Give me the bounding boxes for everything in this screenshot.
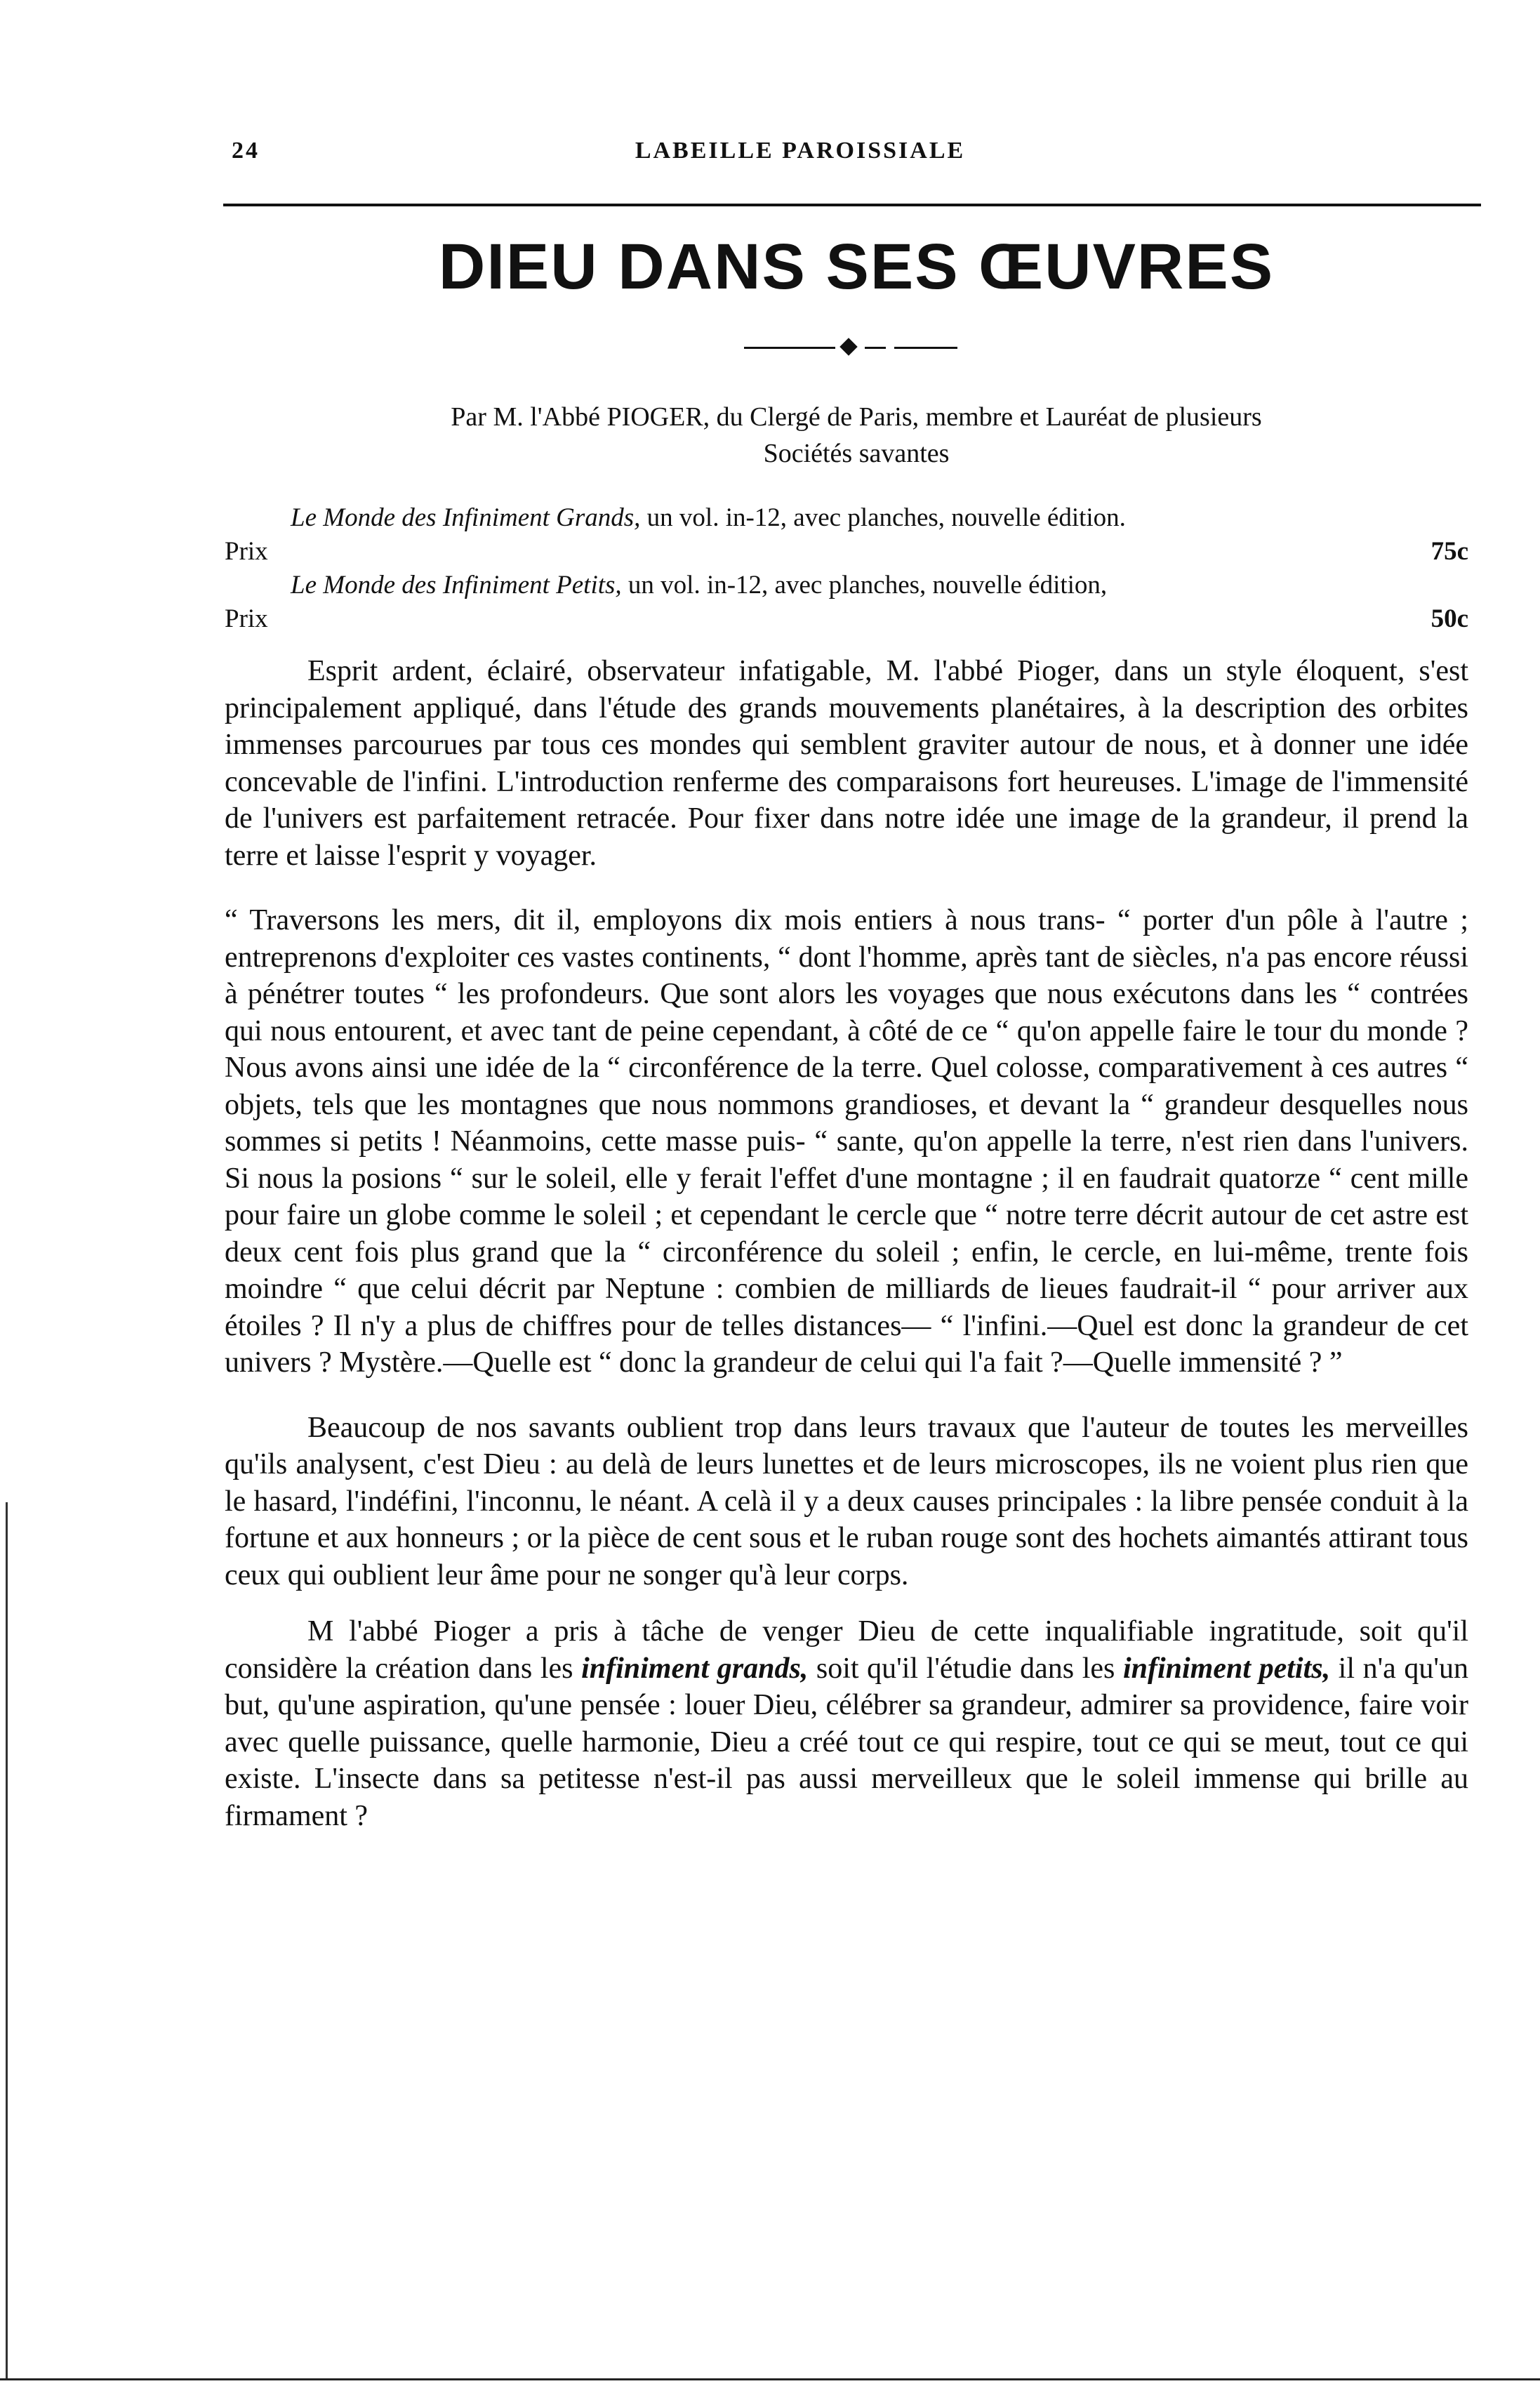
title-ornament — [744, 334, 969, 362]
reference-1 — [225, 501, 1468, 535]
reference-2-price: 50c — [1431, 604, 1468, 633]
running-title: LABEILLE PAROISSIALE — [635, 138, 966, 164]
quotation — [225, 902, 1468, 1382]
byline — [232, 399, 1481, 472]
page-bottom-edge — [0, 2378, 1540, 2380]
paragraph-3-italic-1: infiniment grands, — [581, 1652, 809, 1685]
book-references — [225, 501, 1468, 636]
paragraph-2: Beaucoup de nos savants oublient trop dans leurs travaux que l'auteur de toutes les merveilles qu'ils analysent, c'est Dieu : au delà de leurs lunettes et de leurs microscopes, ils ne voient plus rien que le hasard, l'indéfini, l'inconnu, le néant. A celà il y a deux causes principales : la libre pensée conduit à la fortune et aux honneurs ; or la pièce de cent sous et le ruban rouge sont des hochets aimantés attirant tous ceux qui oublient leur âme pour ne songer qu'à leur corps. — [225, 1411, 1468, 1591]
byline-line-2: Sociétés savantes — [763, 439, 950, 468]
reference-1-price-line — [225, 535, 1468, 569]
paragraph-3-part-c: il n'a qu'un but, qu'une aspiration, qu'une pensée : louer Dieu, célébrer sa grandeur, admirer sa providence, faire voir avec quelle puissance, quelle harmonie, Dieu a créé tout ce qui respire, tout ce qui se meut, tout ce qui existe. L'insecte dans sa petitesse n'est-il pas aussi merveilleux que le soleil immense qui brille au firmament ? — [225, 1652, 1468, 1832]
header-rule — [223, 204, 1481, 206]
reference-2 — [225, 569, 1468, 602]
paragraph-3-italic-2: infiniment petits, — [1122, 1652, 1331, 1685]
reference-1-details: un vol. in-12, avec planches, nouvelle édition. — [640, 503, 1126, 532]
paragraph-3-part-b: soit qu'il l'étudie dans les — [808, 1652, 1123, 1685]
running-header — [232, 138, 1481, 173]
reference-2-price-line — [225, 602, 1468, 636]
page-number: 24 — [232, 138, 260, 164]
reference-1-title: Le Monde des Infiniment Grands, — [291, 503, 641, 532]
reference-2-price-label: Prix — [225, 604, 268, 633]
article-title: DIEU DANS SES ŒUVRES — [438, 231, 1275, 303]
reference-1-price: 75c — [1431, 537, 1468, 566]
byline-line-1: Par M. l'Abbé PIOGER, du Clergé de Paris, membre et Lauréat de plusieurs — [451, 402, 1262, 432]
paragraph-1: Esprit ardent, éclairé, observateur infatigable, M. l'abbé Pioger, dans un style éloquent, s'est principalement appliqué, dans l'étude des grands mouvements planétaires, à la description des orbites immenses parcourues par tous ces mondes qui semblent graviter autour de nous, et à donner une idée concevable de l'infini. L'introduction renferme des comparaisons fort heureuses. L'image de l'immensité de l'univers est parfaitement retracée. Pour fixer dans notre idée une image de la grandeur, il prend la terre et laisse l'esprit y voyager. — [225, 655, 1468, 872]
reference-2-details: un vol. in-12, avec planches, nouvelle édition, — [621, 571, 1108, 599]
quotation-text: “ Traversons les mers, dit il, employons dix mois entiers à nous trans- “ porter d'un pôle à l'autre ; entreprenons d'exploiter ces vastes continents, “ dont l'homme, après tant de siècles, n'a pas encore réussi à pénétrer toutes “ les profondeurs. Que sont alors les voyages que nous exécutons dans les “ contrées qui nous entourent, et avec tant de peine cependant, à côté de ce “ qu'on appelle faire le tour du monde ? Nous avons ainsi une idée de la “ circonférence de la terre. Quel colosse, comparativement à ces autres “ objets, tels que les montagnes que nous nommons grandioses, et devant la “ grandeur desquelles nous sommes si petits ! Néanmoins, cette masse puis- “ sante, qu'on appelle la terre, n'est rien dans l'univers. Si nous la posions “ sur le soleil, elle y ferait l'effet d'une montagne ; il en faudrait quatorze “ cent mille pour faire un globe comme le soleil ; et cependant le cercle que “ notre terre décrit autour de cet astre est deux cent fois plus grand que la “ circonférence du soleil ; enfin, le cercle, en lui-même, trente fois moindre “ que celui décrit par Neptune : combien de milliards de lieues faudrait-il “ pour arriver aux étoiles ? Il n'y a plus de chiffres pour de telles distances— “ l'infini.—Quel est donc la grandeur de cet univers ? Mystère.—Quelle est “ donc la grandeur de celui qui l'a fait ?—Quelle immensité ? ” — [225, 904, 1468, 1379]
paragraph-3 — [225, 1613, 1468, 1834]
paragraph-3-part-a: M l'abbé Pioger a pris à tâche de venger Dieu de cette inqualifiable ingratitude, soit qu'il considère la création dans les — [225, 1615, 1468, 1685]
reference-2-title: Le Monde des Infiniment Petits, — [291, 571, 622, 599]
article-body — [225, 653, 1468, 1834]
reference-1-price-label: Prix — [225, 537, 268, 566]
page-edge-line — [6, 1502, 8, 2380]
